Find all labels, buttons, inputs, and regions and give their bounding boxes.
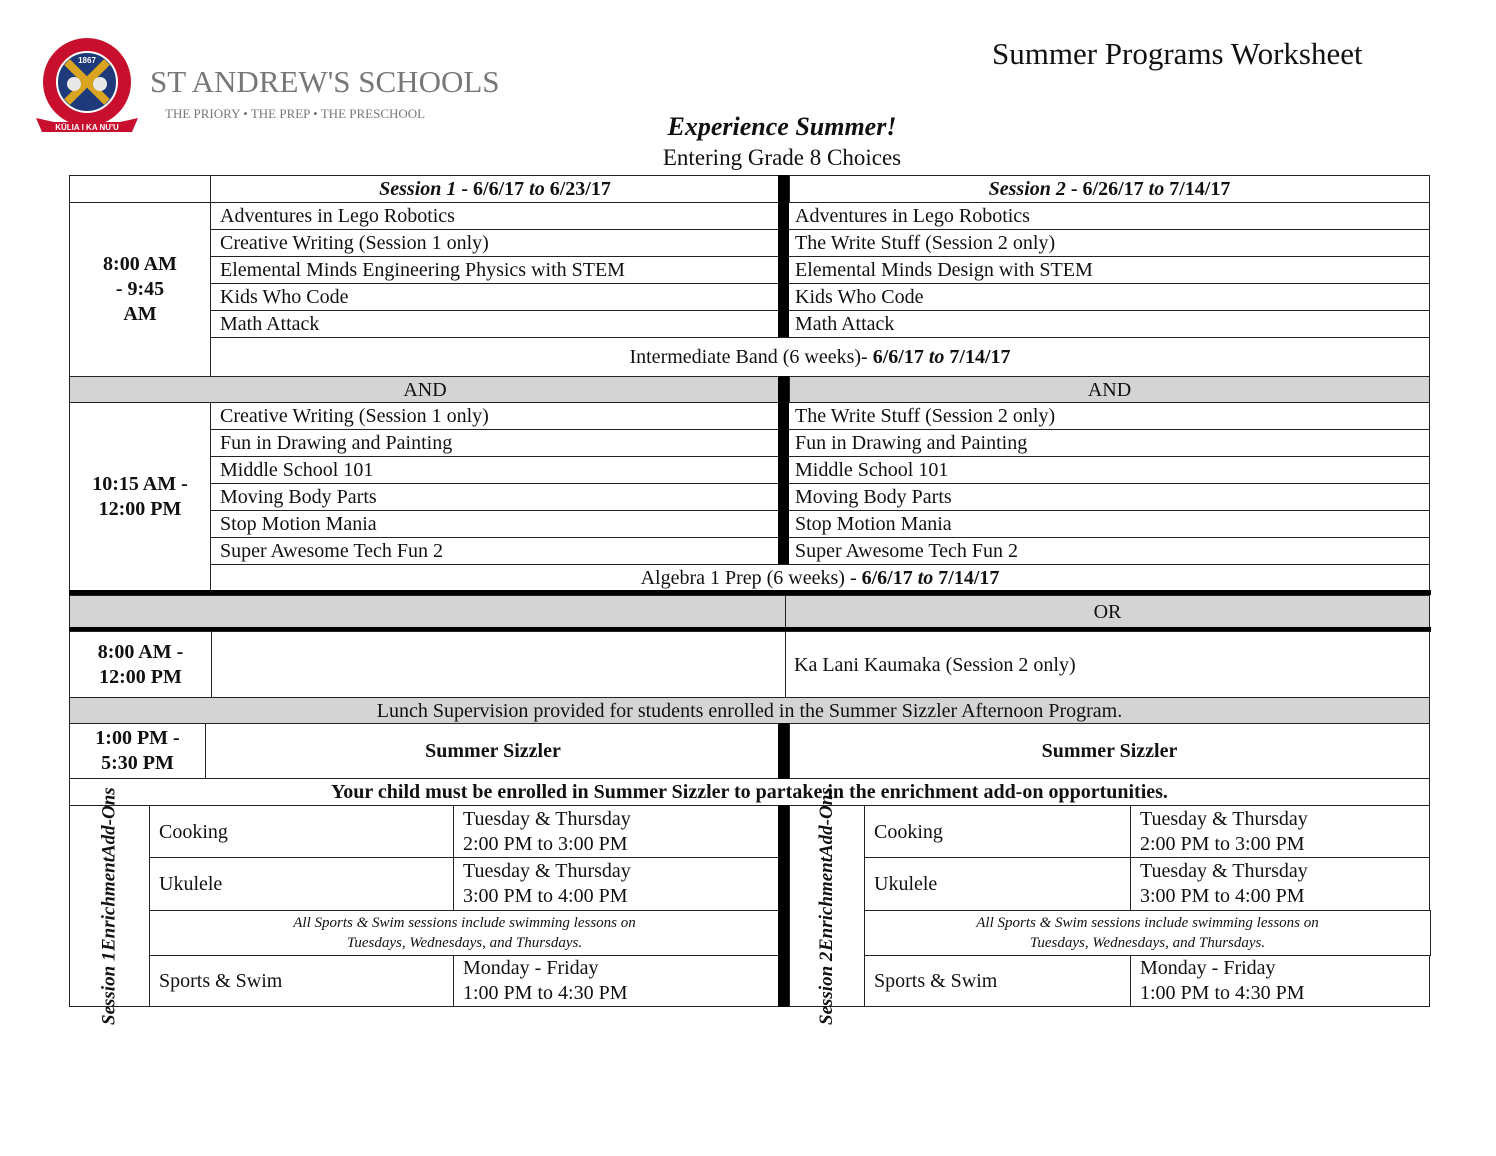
addon-hours: 3:00 PM to 4:00 PM	[1140, 885, 1305, 907]
addon-days: Tuesday & Thursday	[1140, 807, 1308, 830]
program-item: Stop Motion Mania	[210, 510, 780, 538]
addons-label-line: Add-Ons	[98, 787, 120, 858]
program-item: Creative Writing (Session 1 only)	[210, 402, 780, 430]
program-item: Elemental Minds Design with STEM	[785, 256, 1430, 284]
program-item: Moving Body Parts	[210, 483, 780, 511]
program-item: Kids Who Code	[210, 283, 780, 311]
program-item: Middle School 101	[210, 456, 780, 484]
addon-days: Tuesday & Thursday	[463, 807, 631, 830]
addon-hours: 1:00 PM to 4:30 PM	[463, 982, 628, 1004]
addon-schedule	[1130, 805, 1430, 858]
addon-schedule	[453, 805, 779, 858]
school-tagline: THE PRIORY • THE PREP • THE PRESCHOOL	[165, 106, 426, 121]
program-item: Adventures in Lego Robotics	[785, 202, 1430, 230]
addons-label-line: Session 2	[816, 951, 837, 1025]
program-item: Stop Motion Mania	[785, 510, 1430, 538]
addons-label-line: Enrichment	[98, 857, 120, 952]
and-separator-s1: AND	[69, 376, 781, 403]
program-item: Middle School 101	[785, 456, 1430, 484]
enrollment-notice: Your child must be enrolled in Summer Sizzler to partake in the enrichment add-on opportunities.	[69, 778, 1430, 806]
program-item: Kids Who Code	[785, 283, 1430, 311]
addon-hours: 3:00 PM to 4:00 PM	[463, 885, 628, 907]
algebra-start: 6/6/17	[861, 567, 918, 589]
note-line: Tuesdays, Wednesdays, and Thursdays.	[1029, 935, 1266, 951]
addon-name: Ukulele	[864, 857, 1131, 911]
addon-days: Monday - Friday	[463, 957, 599, 979]
time-slot-afternoon: 1:00 PM - 5:30 PM	[69, 723, 206, 779]
to-word: to	[1148, 178, 1165, 200]
subheading: Entering Grade 8 Choices	[662, 145, 902, 170]
program-item: Adventures in Lego Robotics	[210, 202, 780, 230]
session2-header	[789, 175, 1430, 203]
addon-name: Cooking	[149, 805, 454, 858]
time-slot-2: 10:15 AM - 12:00 PM	[69, 402, 211, 592]
addon-hours: 2:00 PM to 3:00 PM	[1140, 832, 1305, 855]
summer-sizzler-s2: Summer Sizzler	[789, 723, 1430, 779]
session-divider	[778, 175, 789, 337]
addon-days: Monday - Friday	[1140, 957, 1276, 979]
block3-session1-empty	[211, 631, 786, 698]
addon-schedule	[1130, 857, 1430, 911]
band-end: 7/14/17	[944, 346, 1011, 368]
or-blank-cell	[69, 595, 786, 629]
program-item: Math Attack	[210, 310, 780, 338]
program-item: The Write Stuff (Session 2 only)	[785, 229, 1430, 257]
session2-start: - 6/26/17	[1065, 178, 1149, 200]
sports-swim-note	[864, 910, 1431, 956]
addon-days: Tuesday & Thursday	[463, 860, 631, 882]
program-item: Super Awesome Tech Fun 2	[785, 537, 1430, 565]
session1-start: - 6/6/17	[456, 178, 530, 200]
time-slot-3: 8:00 AM - 12:00 PM	[69, 631, 212, 698]
addon-schedule	[453, 955, 779, 1007]
algebra-prep-row	[210, 564, 1430, 592]
band-start: 6/6/17	[872, 346, 929, 368]
to-word: to	[529, 178, 545, 200]
addons-label-line: Enrichment	[816, 857, 837, 952]
session1-label: Session 1	[379, 178, 457, 200]
program-item: Fun in Drawing and Painting	[785, 429, 1430, 457]
document-title: Summer Programs Worksheet	[992, 36, 1363, 71]
addon-schedule	[1130, 955, 1430, 1007]
addon-name: Ukulele	[149, 857, 454, 911]
session2-addons-label	[789, 787, 865, 1025]
to-word: to	[917, 567, 934, 589]
intermediate-band-row	[210, 337, 1430, 377]
addon-days: Tuesday & Thursday	[1140, 860, 1308, 882]
program-item: Math Attack	[785, 310, 1430, 338]
lunch-supervision-note: Lunch Supervision provided for students enrolled in the Summer Sizzler Afternoon Program.	[69, 697, 1430, 724]
session2-end: 7/14/17	[1164, 178, 1231, 200]
addon-hours: 1:00 PM to 4:30 PM	[1140, 982, 1305, 1004]
session1-end: 6/23/17	[544, 178, 611, 200]
ka-lani-kaumaka: Ka Lani Kaumaka (Session 2 only)	[785, 631, 1430, 698]
note-line: All Sports & Swim sessions include swimming lessons on	[976, 915, 1319, 931]
addon-name: Sports & Swim	[149, 955, 454, 1007]
session1-header	[210, 175, 780, 203]
and-separator-s2: AND	[789, 376, 1430, 403]
note-line: All Sports & Swim sessions include swimming lessons on	[293, 915, 636, 931]
session-divider	[778, 805, 789, 1007]
program-item: The Write Stuff (Session 2 only)	[785, 402, 1430, 430]
session-divider	[778, 376, 789, 564]
time-slot-1: 8:00 AM - 9:45 AM	[69, 202, 211, 377]
session-divider	[778, 723, 789, 779]
program-item: Moving Body Parts	[785, 483, 1430, 511]
program-item: Fun in Drawing and Painting	[210, 429, 780, 457]
addon-name: Sports & Swim	[864, 955, 1131, 1007]
sports-swim-note	[149, 910, 780, 956]
program-item: Super Awesome Tech Fun 2	[210, 537, 780, 565]
summer-sizzler-s1: Summer Sizzler	[205, 723, 781, 779]
heading: Experience Summer!	[667, 112, 897, 141]
program-item: Creative Writing (Session 1 only)	[210, 229, 780, 257]
algebra-end: 7/14/17	[933, 567, 1000, 589]
addon-name: Cooking	[864, 805, 1131, 858]
note-line: Tuesdays, Wednesdays, and Thursdays.	[346, 935, 583, 951]
program-item: Elemental Minds Engineering Physics with STEM	[210, 256, 780, 284]
addon-hours: 2:00 PM to 3:00 PM	[463, 832, 628, 855]
or-separator: OR	[785, 595, 1430, 629]
addons-label-line: Session 1	[98, 951, 120, 1025]
session1-addons-label	[69, 787, 150, 1025]
session2-label: Session 2	[988, 178, 1066, 200]
svg-text:1867: 1867	[78, 56, 96, 65]
svg-text:KŪLIA I KA NU'U: KŪLIA I KA NU'U	[55, 123, 119, 132]
addons-label-line: Add-Ons	[816, 787, 837, 858]
addon-schedule	[453, 857, 779, 911]
blank-header-cell	[69, 175, 211, 203]
to-word: to	[928, 346, 945, 368]
algebra-label: Algebra 1 Prep (6 weeks) -	[640, 567, 862, 589]
band-label: Intermediate Band (6 weeks)-	[629, 346, 873, 368]
school-name: ST ANDREW'S SCHOOLS	[150, 64, 500, 99]
